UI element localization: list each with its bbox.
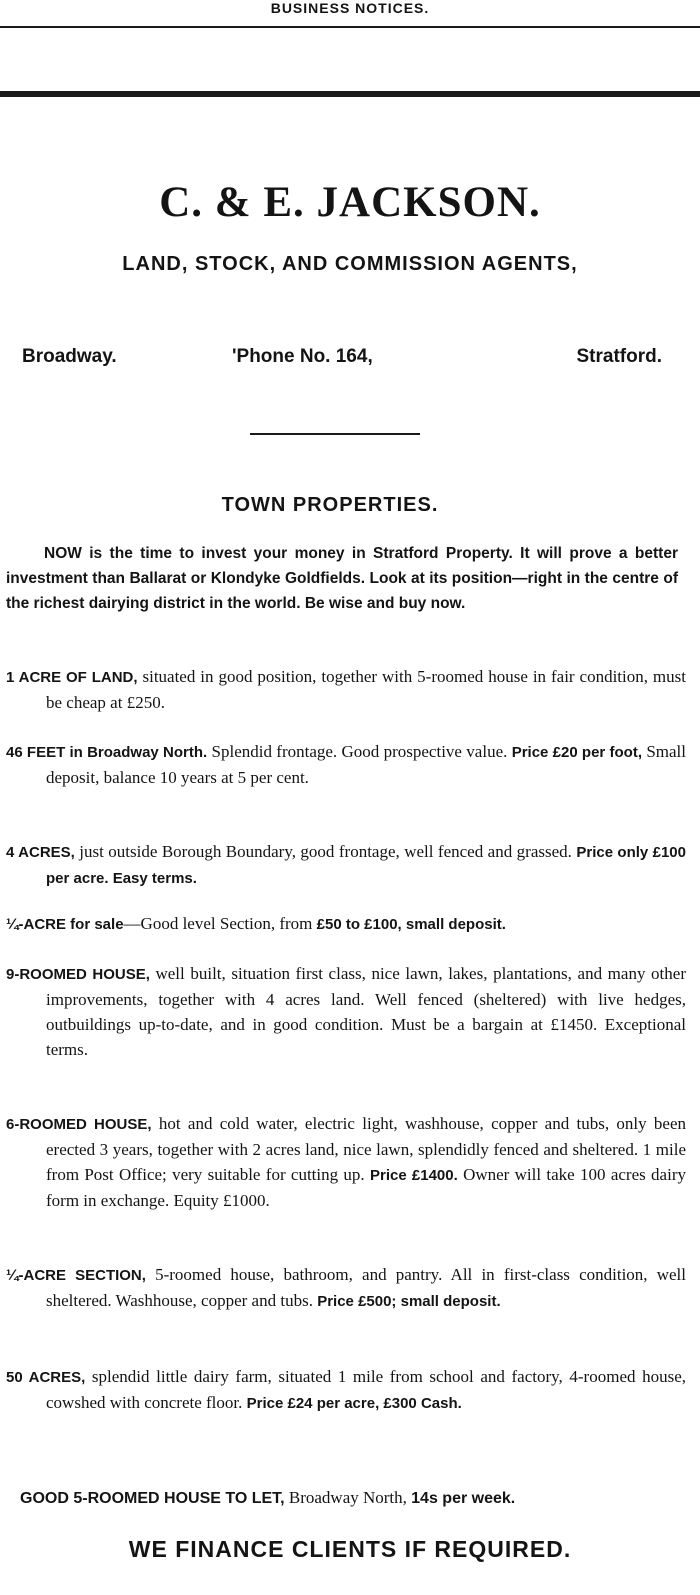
listing [6,911,686,937]
firm-subtitle: LAND, STOCK, AND COMMISSION AGENTS, [122,253,578,275]
intro-paragraph: NOW is the time to invest your money in Stratford Property. It will prove a better investment than Ballarat or Klondyke Goldfields. Look at its position—right in the centre of the richest dairying district in the world. Be wise and buy now. [6,545,678,612]
listing-text: 5-roomed house, bathroom, and pantry. All in first-class condition, well sheltered. Washhouse, copper and tubs. [46,1265,687,1310]
listing-head: 6-ROOMED HOUSE, [6,1116,152,1133]
listing-tail: Owner will take 100 acres dairy form in exchange. Equity £1000. [46,1165,686,1210]
section-header: BUSINESS NOTICES. [270,0,430,16]
listing-text: Splendid frontage. Good prospective value. [207,742,512,761]
listing-text: just outside Borough Boundary, good frontage, well fenced and grassed. [74,842,577,861]
listing [6,961,686,1062]
listing-text: —Good level Section, from [123,914,317,933]
listing-price: Price £1400. [369,1167,458,1184]
firm-name: C. & E. JACKSON. [159,179,541,226]
divider-rule [250,433,420,435]
listing-head: 4 ACRES, [6,844,75,861]
listing-price: Price £20 per foot, [511,744,642,761]
listing-text: situated in good position, together with 5-roomed house in fair condition, must be cheap at £250. [46,667,686,712]
top-rule [0,26,700,28]
listing-tail: Small deposit, balance 10 years at 5 per cent. [46,742,686,787]
listing-text: hot and cold water, electric light, washhouse, copper and tubs, only been erected 3 years, together with 2 acres land, nice lawn, splendidly fenced and sheltered. 1 mile from Post Office; very suitable for cutting up. [46,1114,687,1184]
listing-head: 1 ACRE OF LAND, [6,669,138,686]
listing-head: ¼-ACRE for sale [6,916,124,933]
listing-price: Price only £100 per acre. Easy terms. [46,844,686,887]
listing-price: Price £500; small deposit. [317,1293,501,1310]
to-let-price: 14s per week. [411,1490,516,1507]
listing-head: 46 FEET in Broadway North. [6,744,208,761]
listing [6,1364,686,1416]
listing [6,664,686,715]
listing-head: 50 ACRES, [6,1369,86,1386]
address-phone: 'Phone No. 164, [232,346,373,367]
listing-text: well built, situation first class, nice lawn, lakes, plantations, and many other improvements, together with 4 acres land. Well fenced (sheltered) with live hedges, outbuildings up-to-date, and in good condition. Must be a bargain at £1450. Exceptional terms. [46,964,686,1059]
listing-price: Price £24 per acre, £300 Cash. [246,1395,462,1412]
listing-head: 9-ROOMED HOUSE, [6,966,150,983]
finance-notice: WE FINANCE CLIENTS IF REQUIRED. [128,1536,572,1562]
listing-text: splendid little dairy farm, situated 1 mile from school and factory, 4-roomed house, cowshed with concrete floor. [46,1367,686,1412]
section-title: TOWN PROPERTIES. [221,494,439,516]
listing [6,839,686,891]
address-town: Stratford. [576,346,662,367]
listing-head: ¼-ACRE SECTION, [6,1267,146,1284]
listing [6,1262,686,1314]
to-let-text: Broadway North, [284,1488,412,1507]
address-street: Broadway. [22,346,117,367]
to-let-notice [20,1488,690,1508]
to-let-head: GOOD 5-ROOMED HOUSE TO LET, [20,1490,285,1507]
listing-price: £50 to £100, small deposit. [316,916,506,933]
listing [6,1111,686,1213]
thick-rule [0,91,700,97]
listing [6,739,686,790]
